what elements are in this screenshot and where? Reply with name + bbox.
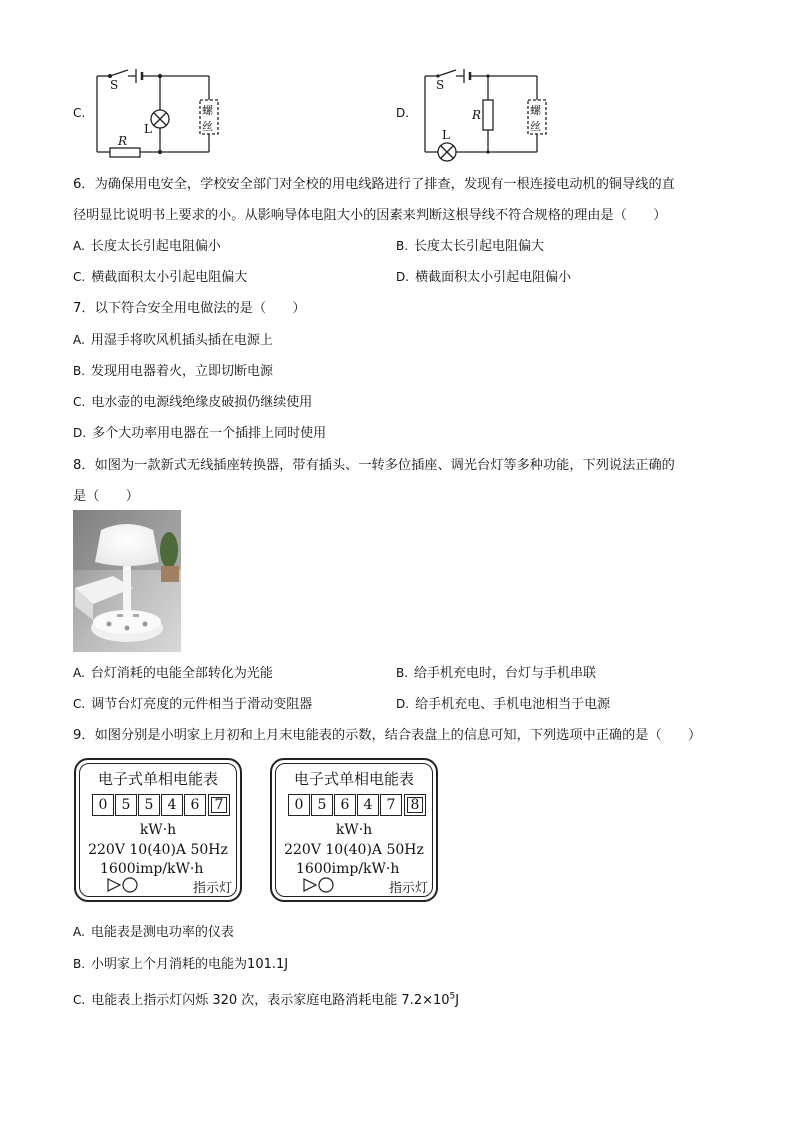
option-letter: B. <box>396 666 409 680</box>
q8-option-b[interactable] <box>396 662 596 681</box>
option-text: 电能表是测电功率的仪表 <box>90 925 234 940</box>
option-letter: C. <box>73 697 86 711</box>
meter-title: 电子式单相电能表 <box>97 770 218 788</box>
meter-digit: 0 <box>288 794 310 816</box>
lamp-label: L <box>144 122 152 136</box>
meter-imp-text: 1600imp/kW·h <box>296 861 400 877</box>
q8-option-a[interactable] <box>73 662 273 681</box>
q7-option-a[interactable] <box>73 329 273 348</box>
q8-option-d[interactable] <box>396 693 610 712</box>
option-letter: C. <box>73 993 86 1007</box>
meter-unit: kW·h <box>139 822 177 838</box>
option-text: 长度太长引起电阻偏大 <box>414 239 545 254</box>
switch-label: S <box>110 78 119 92</box>
q6-stem-line1: 6．为确保用电安全，学校安全部门对全校的用电线路进行了排查，发现有一根连接电动机的铜导线的直 <box>73 177 675 192</box>
option-d-label: D. <box>396 106 410 120</box>
screw-label-1: 螺 <box>530 104 541 117</box>
option-letter: B. <box>396 239 409 253</box>
q6-stem-line2: 径明显比说明书上要求的小。从影响导体电阻大小的因素来判断这根导线不符合规格的理由是（ ） <box>73 208 667 223</box>
option-text: 横截面积太小引起电阻偏小 <box>415 270 572 285</box>
option-text: 电能表上指示灯闪烁 320 次，表示家庭电路消耗电能 7.2×10 <box>91 993 450 1008</box>
option-text: 长度太长引起电阻偏小 <box>90 239 221 254</box>
q6-option-c[interactable] <box>73 266 247 285</box>
q9-option-b[interactable] <box>73 953 288 972</box>
option-letter: D. <box>396 270 410 284</box>
option-unit: J <box>455 993 460 1008</box>
energy-meter-start <box>74 758 242 902</box>
resistor-label: R <box>472 108 482 122</box>
meter-spec: 220V 10(40)A 50Hz <box>284 842 424 858</box>
circuit-diagram-c <box>92 64 222 164</box>
option-text: 台灯消耗的电能全部转化为光能 <box>90 666 273 681</box>
q9-option-c[interactable] <box>73 989 459 1008</box>
indicator-triangle-icon <box>106 877 140 897</box>
meter-digit: 4 <box>357 794 379 816</box>
option-text: 给手机充电时，台灯与手机串联 <box>414 666 597 681</box>
meter-digit: 5 <box>115 794 137 816</box>
meter-spec: 220V 10(40)A 50Hz <box>88 842 228 858</box>
lamp-label: L <box>442 128 450 142</box>
option-text: 横截面积太小引起电阻偏大 <box>91 270 248 285</box>
meter-digit: 6 <box>184 794 206 816</box>
meter-digits <box>92 794 231 816</box>
meter-digit: 4 <box>161 794 183 816</box>
lamp-socket-photo <box>73 510 181 652</box>
meter-digits <box>288 794 427 816</box>
option-letter: B. <box>73 364 86 378</box>
q6-option-d[interactable] <box>396 266 571 285</box>
q8-stem-line2: 是（ ） <box>73 489 139 504</box>
meter-digit: 5 <box>311 794 333 816</box>
option-text: 多个大功率用电器在一个插排上同时使用 <box>92 426 327 441</box>
option-text: 给手机充电、手机电池相当于电源 <box>415 697 611 712</box>
q9-stem: 9．如图分别是小明家上月初和上月末电能表的示数，结合表盘上的信息可知，下列选项中正确的是（ ） <box>73 728 702 743</box>
screw-label-2: 丝 <box>530 120 541 133</box>
q7-stem: 7．以下符合安全用电做法的是（ ） <box>73 301 306 316</box>
option-letter: C. <box>73 395 86 409</box>
q8-stem-line1: 8．如图为一款新式无线插座转换器，带有插头、一转多位插座、调光台灯等多种功能，下列说法正确的 <box>73 458 675 473</box>
circuit-diagram-d <box>420 64 550 164</box>
q7-option-c[interactable] <box>73 391 312 410</box>
meter-digit: 6 <box>334 794 356 816</box>
exponent: 5 <box>449 991 456 1002</box>
q8-option-c[interactable] <box>73 693 312 712</box>
meter-digit-decimal: 8 <box>404 794 426 816</box>
option-letter: C. <box>73 270 86 284</box>
screw-label-1: 螺 <box>202 104 213 117</box>
meter-title: 电子式单相电能表 <box>293 770 414 788</box>
q6-option-a[interactable] <box>73 235 221 254</box>
option-letter: A. <box>73 333 85 347</box>
option-letter: A. <box>73 239 85 253</box>
meter-digit: 0 <box>92 794 114 816</box>
screw-label-2: 丝 <box>202 120 213 133</box>
meter-digit-decimal: 7 <box>208 794 230 816</box>
meter-indicator-label: 指示灯 <box>388 881 428 896</box>
q9-option-a[interactable] <box>73 921 234 940</box>
meter-digit: 7 <box>380 794 402 816</box>
option-letter: D. <box>396 697 410 711</box>
resistor-label: R <box>118 134 128 148</box>
q7-option-b[interactable] <box>73 360 273 379</box>
indicator-triangle-icon <box>302 877 336 897</box>
option-letter: A. <box>73 925 85 939</box>
switch-label: S <box>436 78 445 92</box>
q7-option-d[interactable] <box>73 422 326 441</box>
option-text: 调节台灯亮度的元件相当于滑动变阻器 <box>91 697 313 712</box>
meter-digit: 5 <box>138 794 160 816</box>
option-text: 用湿手将吹风机插头插在电源上 <box>90 333 273 348</box>
option-letter: D. <box>73 426 87 440</box>
meter-imp-text: 1600imp/kW·h <box>100 861 204 877</box>
meter-unit: kW·h <box>335 822 373 838</box>
option-c-label: C. <box>73 106 86 120</box>
option-letter: A. <box>73 666 85 680</box>
meter-indicator-label: 指示灯 <box>192 881 232 896</box>
option-letter: B. <box>73 957 86 971</box>
q6-option-b[interactable] <box>396 235 544 254</box>
option-text: 电水壶的电源线绝缘皮破损仍继续使用 <box>91 395 313 410</box>
option-text: 小明家上个月消耗的电能为101.1J <box>91 957 289 972</box>
energy-meter-end <box>270 758 438 902</box>
option-text: 发现用电器着火，立即切断电源 <box>91 364 274 379</box>
